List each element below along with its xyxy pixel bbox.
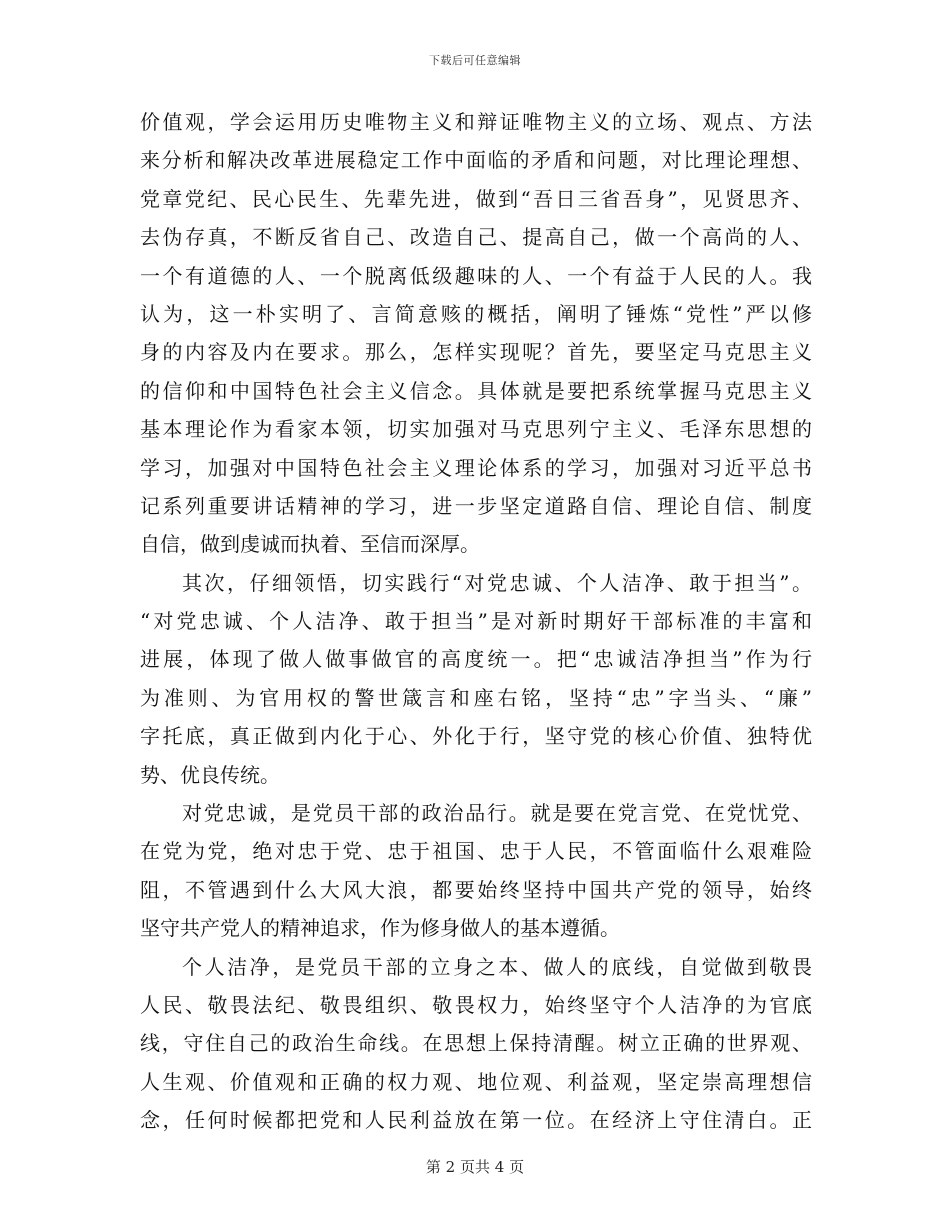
- text-line: 基本理论作为看家本领，切实加强对马克思列宁主义、毛泽东思想的: [140, 417, 812, 442]
- text-line: 身的内容及内在要求。那么，怎样实现呢？首先，要坚定马克思主义: [140, 340, 812, 365]
- text-line: 记系列重要讲话精神的学习，进一步坚定道路自信、理论自信、制度: [140, 493, 812, 518]
- text-line: 价值观，学会运用历史唯物主义和辩证唯物主义的立场、观点、方法: [140, 110, 812, 134]
- page-footer: 第 2 页共 4 页: [425, 1158, 525, 1176]
- text-line: 阻，不管遇到什么大风大浪，都要始终坚持中国共产党的领导，始终: [140, 877, 812, 902]
- paragraph-start-line: 个人洁净，是党员干部的立身之本、做人的底线，自觉做到敬畏: [182, 954, 812, 979]
- text-line: 为准则、为官用权的警世箴言和座右铭，坚持“忠”字当头、“廉”: [140, 685, 812, 710]
- text-line: 字托底，真正做到内化于心、外化于行，坚守党的核心价值、独特优: [140, 724, 812, 749]
- text-line: 势、优良传统。: [140, 762, 280, 787]
- text-line: 坚守共产党人的精神追求，作为修身做人的基本遵循。: [140, 916, 620, 941]
- document-body: [140, 103, 812, 1140]
- text-line: 进展，体现了做人做事做官的高度统一。把“忠诚洁净担当”作为行: [140, 647, 812, 672]
- text-line: 念，任何时候都把党和人民利益放在第一位。在经济上守住清白。正: [140, 1108, 812, 1133]
- text-line: 线，守住自己的政治生命线。在思想上保持清醒。树立正确的世界观、: [140, 1031, 812, 1056]
- text-line: 自信，做到虔诚而执着、至信而深厚。: [140, 532, 480, 557]
- text-line: “对党忠诚、个人洁净、敢于担当”是对新时期好干部标准的丰富和: [140, 609, 812, 634]
- text-line: 去伪存真，不断反省自己、改造自己、提高自己，做一个高尚的人、: [140, 225, 812, 250]
- paragraph-start-line: 其次，仔细领悟，切实践行“对党忠诚、个人洁净、敢于担当”。: [182, 570, 812, 595]
- page-header: 下载后可任意编辑: [429, 54, 521, 67]
- paragraph-start-line: 对党忠诚，是党员干部的政治品行。就是要在党言党、在党忧党、: [182, 801, 812, 826]
- text-line: 人民、敬畏法纪、敬畏组织、敬畏权力，始终坚守个人洁净的为官底: [140, 992, 812, 1017]
- text-line: 在党为党，绝对忠于党、忠于祖国、忠于人民，不管面临什么艰难险: [140, 839, 812, 864]
- text-line: 的信仰和中国特色社会主义信念。具体就是要把系统掌握马克思主义: [140, 378, 812, 403]
- text-line: 认为，这一朴实明了、言简意赅的概括，阐明了锤炼“党性”严以修: [140, 301, 812, 326]
- text-line: 党章党纪、民心民生、先辈先进，做到“吾日三省吾身”，见贤思齐、: [140, 186, 812, 211]
- text-line: 人生观、价值观和正确的权力观、地位观、利益观，坚定崇高理想信: [140, 1069, 812, 1094]
- text-line: 学习，加强对中国特色社会主义理论体系的学习，加强对习近平总书: [140, 455, 812, 480]
- text-line: 来分析和解决改革进展稳定工作中面临的矛盾和问题，对比理论理想、: [140, 148, 812, 173]
- text-line: 一个有道德的人、一个脱离低级趣味的人、一个有益于人民的人。我: [140, 263, 812, 288]
